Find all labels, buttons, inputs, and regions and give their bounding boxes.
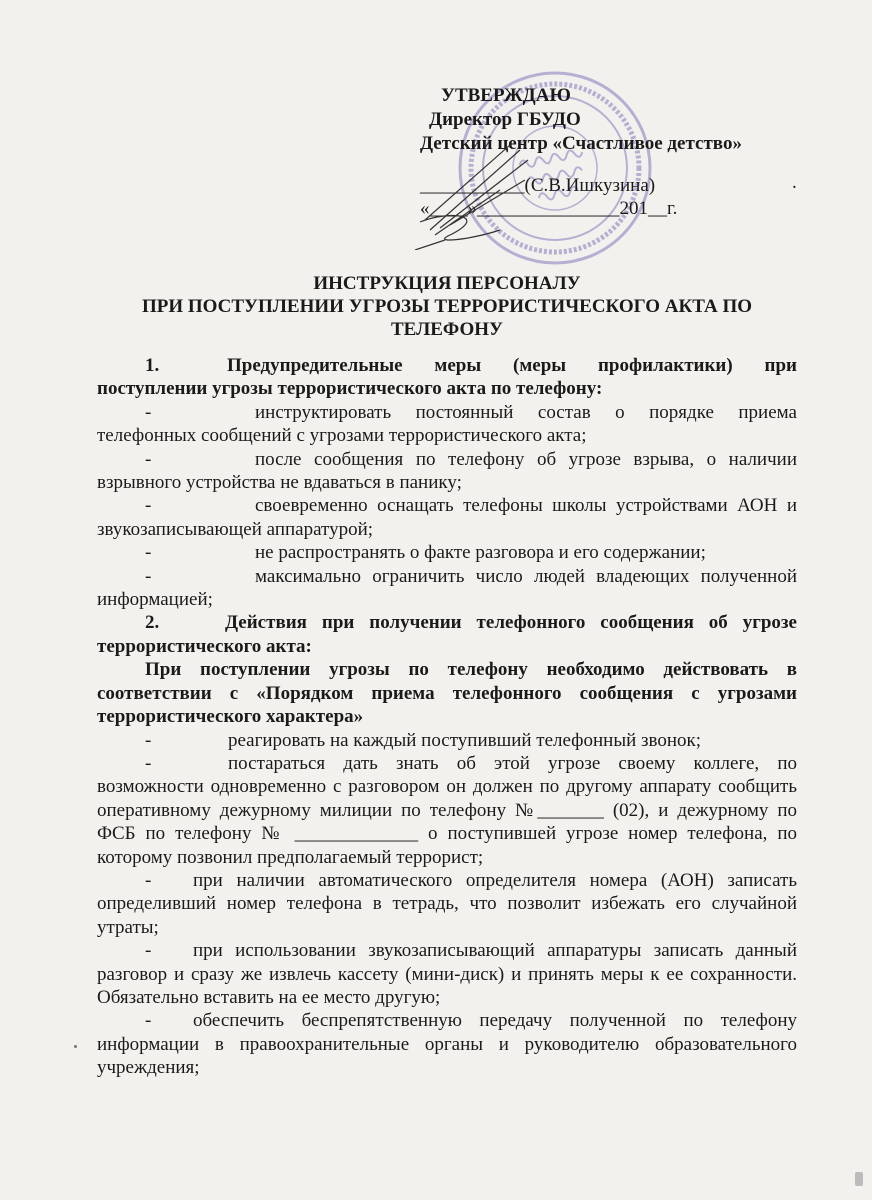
title-line-3: ТЕЛЕФОНУ xyxy=(391,319,503,340)
list-item: - обеспечить беспрепятственную передачу полученной по телефону информации в правоохранительные органы и руководителю образовательного учреждения; xyxy=(97,1010,797,1079)
document-body xyxy=(97,354,797,1080)
list-item: - постараться дать знать об этой угрозе своему коллеге, по возможности одновременно с разговором он должен по другому аппарату сообщить оперативному дежурному милиции по телефону №_______ (02), и дежурному по ФСБ по телефону № _____________ о поступившей угрозе номер телефона, по которому позвонил предполагаемый террорист; xyxy=(97,752,797,868)
section-2-intro: При поступлении угрозы по телефону необходимо действовать в соответствии с «Порядком приема телефонного сообщения с угрозами террористического характера» xyxy=(97,659,797,728)
list-item: - инструктировать постоянный состав о порядке приема телефонных сообщений с угрозами террористического акта; xyxy=(97,401,797,447)
list-item: - максимально ограничить число людей владеющих полученной информацией; xyxy=(97,565,797,611)
list-item: - при наличии автоматического определителя номера (АОН) записать определивший номер телефона в тетрадь, что позволит избежать его случайной утраты; xyxy=(97,869,797,938)
document-title xyxy=(97,272,797,341)
title-line-2: ПРИ ПОСТУПЛЕНИИ УГРОЗЫ ТЕРРОРИСТИЧЕСКОГО АКТА ПО xyxy=(141,296,753,317)
scan-speck xyxy=(855,1172,863,1186)
section-2-heading: 2. Действия при получении телефонного сообщения об угрозе террористического акта: xyxy=(97,612,797,657)
title-line-1: ИНСТРУКЦИЯ ПЕРСОНАЛУ xyxy=(313,273,581,294)
list-item: - своевременно оснащать телефоны школы устройствами АОН и звукозаписывающей аппаратурой; xyxy=(97,495,797,540)
date-line: «____»_______________201__г. xyxy=(420,198,678,219)
handwritten-signature xyxy=(410,140,540,250)
director-position: Директор ГБУДО xyxy=(429,109,581,130)
list-item: - после сообщения по телефону об угрозе взрыва, о наличии взрывного устройства не вдаваться в панику; xyxy=(97,448,797,494)
organization-name: Детский центр «Счастливое детство» xyxy=(420,133,742,154)
signature-line: ___________(С.В.Ишкузина) xyxy=(420,175,656,196)
approve-label: УТВЕРЖДАЮ xyxy=(441,85,571,106)
list-item: - реагировать на каждый поступивший телефонный звонок; xyxy=(145,729,702,751)
list-item: - не распространять о факте разговора и его содержании; xyxy=(145,542,706,564)
stray-dot: . xyxy=(792,172,797,193)
scan-speck xyxy=(74,1045,77,1048)
list-item: - при использовании звукозаписывающий аппаратуры записать данный разговор и сразу же извлечь кассету (мини-диск) и принять меры к ее сохранности. Обязательно вставить на ее место другую; xyxy=(97,940,797,1008)
section-1-heading: 1. Предупредительные меры (меры профилактики) при поступлении угрозы террористического акта по телефону: xyxy=(97,355,797,400)
